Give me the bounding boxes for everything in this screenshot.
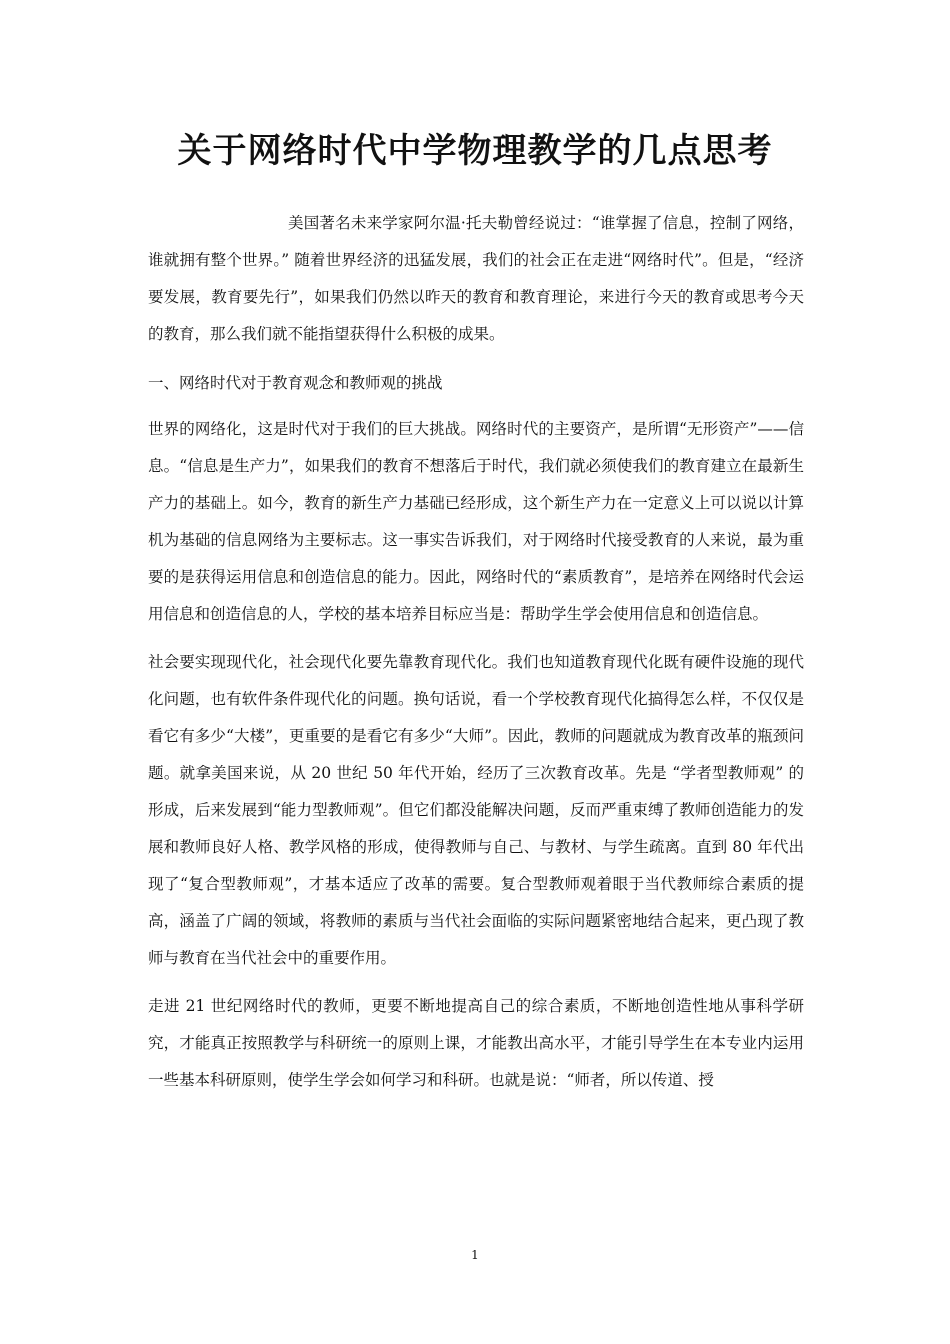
body-paragraph: 社会要实现现代化，社会现代化要先靠教育现代化。我们也知道教育现代化既有硬件设施的现代化问题，也有软件条件现代化的问题。换句话说，看一个学校教育现代化搞得怎么样，不仅仅是看它有多少“大楼”，更重要的是看它有多少“大师”。因此，教师的问题就成为教育改革的瓶颈问题。就拿美国来说，从 20 世纪 50 年代开始，经历了三次教育改革。先是 “学者型教师观” 的形成，后来发展到“能力型教师观”。但它们都没能解决问题，反而严重束缚了教师创造能力的发展和教师良好人格、教学风格的形成，使得教师与自己、与教材、与学生疏离。直到 80 年代出现了“复合型教师观”，才基本适应了改革的需要。复合型教师观着眼于当代教师综合素质的提高，涵盖了广阔的领域，将教师的素质与当代社会面临的实际问题紧密地结合起来，更凸现了教师与教育在当代社会中的重要作用。	[148, 653, 804, 967]
document-title: 关于网络时代中学物理教学的几点思考	[177, 131, 773, 171]
intro-paragraph: 美国著名未来学家阿尔温·托夫勒曾经说过：“谁掌握了信息，控制了网络，谁就拥有整个世界。” 随着世界经济的迅猛发展，我们的社会正在走进“网络时代”。但是，“经济要发展，教育要先行”，如果我们仍然以昨天的教育和教育理论，来进行今天的教育或思考今天的教育，那么我们就不能指望获得什么积极的成果。	[148, 214, 804, 343]
body-paragraph: 世界的网络化，这是时代对于我们的巨大挑战。网络时代的主要资产，是所谓“无形资产”——信息。“信息是生产力”，如果我们的教育不想落后于时代，我们就必须使我们的教育建立在最新生产力的基础上。如今，教育的新生产力基础已经形成，这个新生产力在一定意义上可以说以计算机为基础的信息网络为主要标志。这一事实告诉我们，对于网络时代接受教育的人来说，最为重要的是获得运用信息和创造信息的能力。因此，网络时代的“素质教育”，是培养在网络时代会运用信息和创造信息的人，学校的基本培养目标应当是：帮助学生学会使用信息和创造信息。	[148, 420, 804, 623]
page-number: 1	[471, 1248, 479, 1262]
body-paragraph: 走进 21 世纪网络时代的教师，更要不断地提高自己的综合素质，不断地创造性地从事科学研究，才能真正按照教学与科研统一的原则上课，才能教出高水平，才能引导学生在本专业内运用一些基本科研原则，使学生学会如何学习和科研。也就是说：“师者，所以传道、授	[148, 997, 804, 1089]
section-heading-1: 一、网络时代对于教育观念和教师观的挑战	[148, 374, 443, 392]
document-body	[148, 205, 804, 1099]
